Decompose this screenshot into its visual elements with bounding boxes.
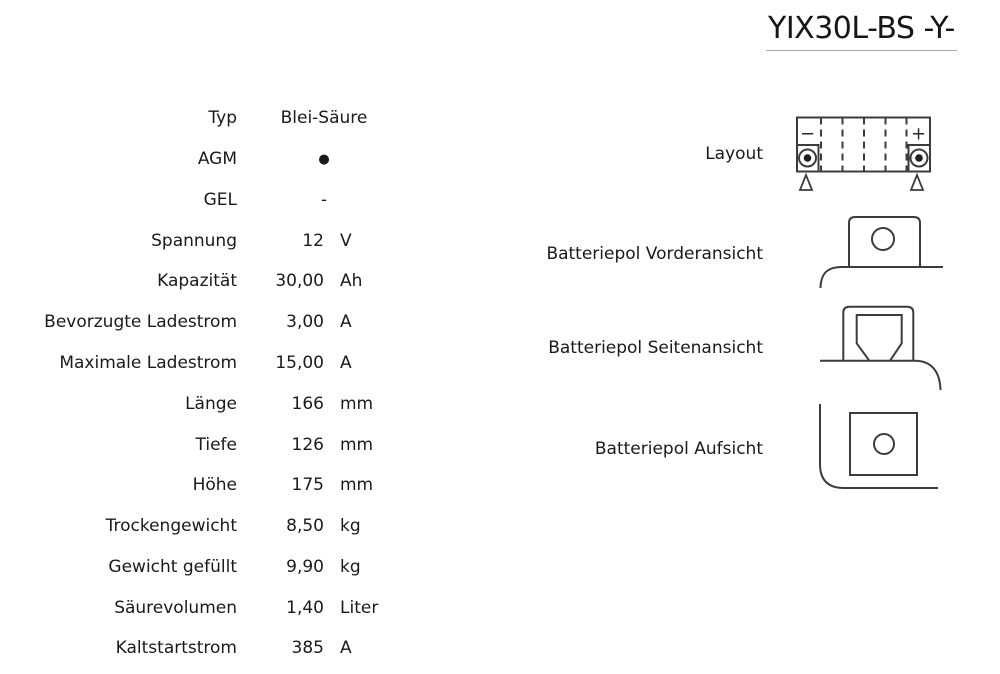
spec-row-maximale-ladestrom <box>0 343 411 384</box>
terminal-top-view-label: Batteriepol Aufsicht <box>594 439 763 459</box>
spec-value: 30,00 <box>275 271 324 292</box>
battery-layout-icon <box>790 110 940 205</box>
spec-row-gel <box>0 180 411 221</box>
spec-unit: A <box>340 638 352 659</box>
spec-unit: mm <box>340 434 374 455</box>
spec-unit: A <box>340 312 352 333</box>
spec-row-gewicht-gefuellt <box>0 546 411 587</box>
spec-value: 9,90 <box>286 556 324 577</box>
terminal-front-view-icon <box>815 210 950 295</box>
spec-value: 15,00 <box>275 352 324 373</box>
spec-row-spannung <box>0 220 411 261</box>
spec-value: 12 <box>302 230 324 251</box>
spec-value: 8,50 <box>286 516 324 537</box>
spec-row-kapazitaet <box>0 261 411 302</box>
page-title: YIX30L-BS -Y- <box>766 11 957 51</box>
spec-label: Spannung <box>151 230 237 251</box>
spec-row-tiefe <box>0 424 411 465</box>
spec-label: Gewicht gefüllt <box>108 556 237 577</box>
spec-row-bevorzugte-ladestrom <box>0 302 411 343</box>
plus-sign: + <box>910 123 927 145</box>
spec-unit: kg <box>340 516 361 537</box>
minus-sign: − <box>799 123 816 145</box>
spec-row-saeurevolumen <box>0 587 411 628</box>
spec-unit: mm <box>340 393 374 414</box>
spec-label: Kaltstartstrom <box>115 638 237 659</box>
spec-label: AGM <box>197 149 237 170</box>
spec-value: 3,00 <box>286 312 324 333</box>
spec-row-typ <box>0 98 411 139</box>
spec-value: 175 <box>291 475 324 496</box>
spec-label: GEL <box>203 189 237 210</box>
spec-table <box>0 98 411 669</box>
terminal-front-view-label: Batteriepol Vorderansicht <box>546 244 763 264</box>
spec-value: Blei-Säure <box>280 108 368 129</box>
spec-label: Kapazität <box>157 271 237 292</box>
spec-label: Bevorzugte Ladestrom <box>44 312 237 333</box>
spec-value: 385 <box>291 638 324 659</box>
spec-unit: A <box>340 352 352 373</box>
spec-unit: mm <box>340 475 374 496</box>
spec-value: - <box>320 189 328 210</box>
spec-value: ● <box>318 151 330 167</box>
spec-row-agm <box>0 139 411 180</box>
spec-label: Trockengewicht <box>105 516 237 537</box>
spec-label: Säurevolumen <box>114 597 237 618</box>
spec-label: Tiefe <box>195 434 237 455</box>
terminal-top-view-icon <box>815 400 945 495</box>
spec-unit: kg <box>340 556 361 577</box>
spec-row-laenge <box>0 383 411 424</box>
spec-label: Maximale Ladestrom <box>59 352 237 373</box>
spec-value: 126 <box>291 434 324 455</box>
spec-value: 166 <box>291 393 324 414</box>
layout-label: Layout <box>705 144 763 164</box>
spec-unit: Ah <box>340 271 363 292</box>
spec-unit: Liter <box>340 597 379 618</box>
spec-row-trockengewicht <box>0 506 411 547</box>
terminal-side-view-icon <box>815 300 950 395</box>
spec-value: 1,40 <box>286 597 324 618</box>
spec-label: Höhe <box>192 475 237 496</box>
spec-row-hoehe <box>0 465 411 506</box>
spec-label: Länge <box>185 393 237 414</box>
spec-row-kaltstartstrom <box>0 628 411 669</box>
spec-label: Typ <box>208 108 237 129</box>
terminal-side-view-label: Batteriepol Seitenansicht <box>548 338 763 358</box>
spec-unit: V <box>340 230 352 251</box>
